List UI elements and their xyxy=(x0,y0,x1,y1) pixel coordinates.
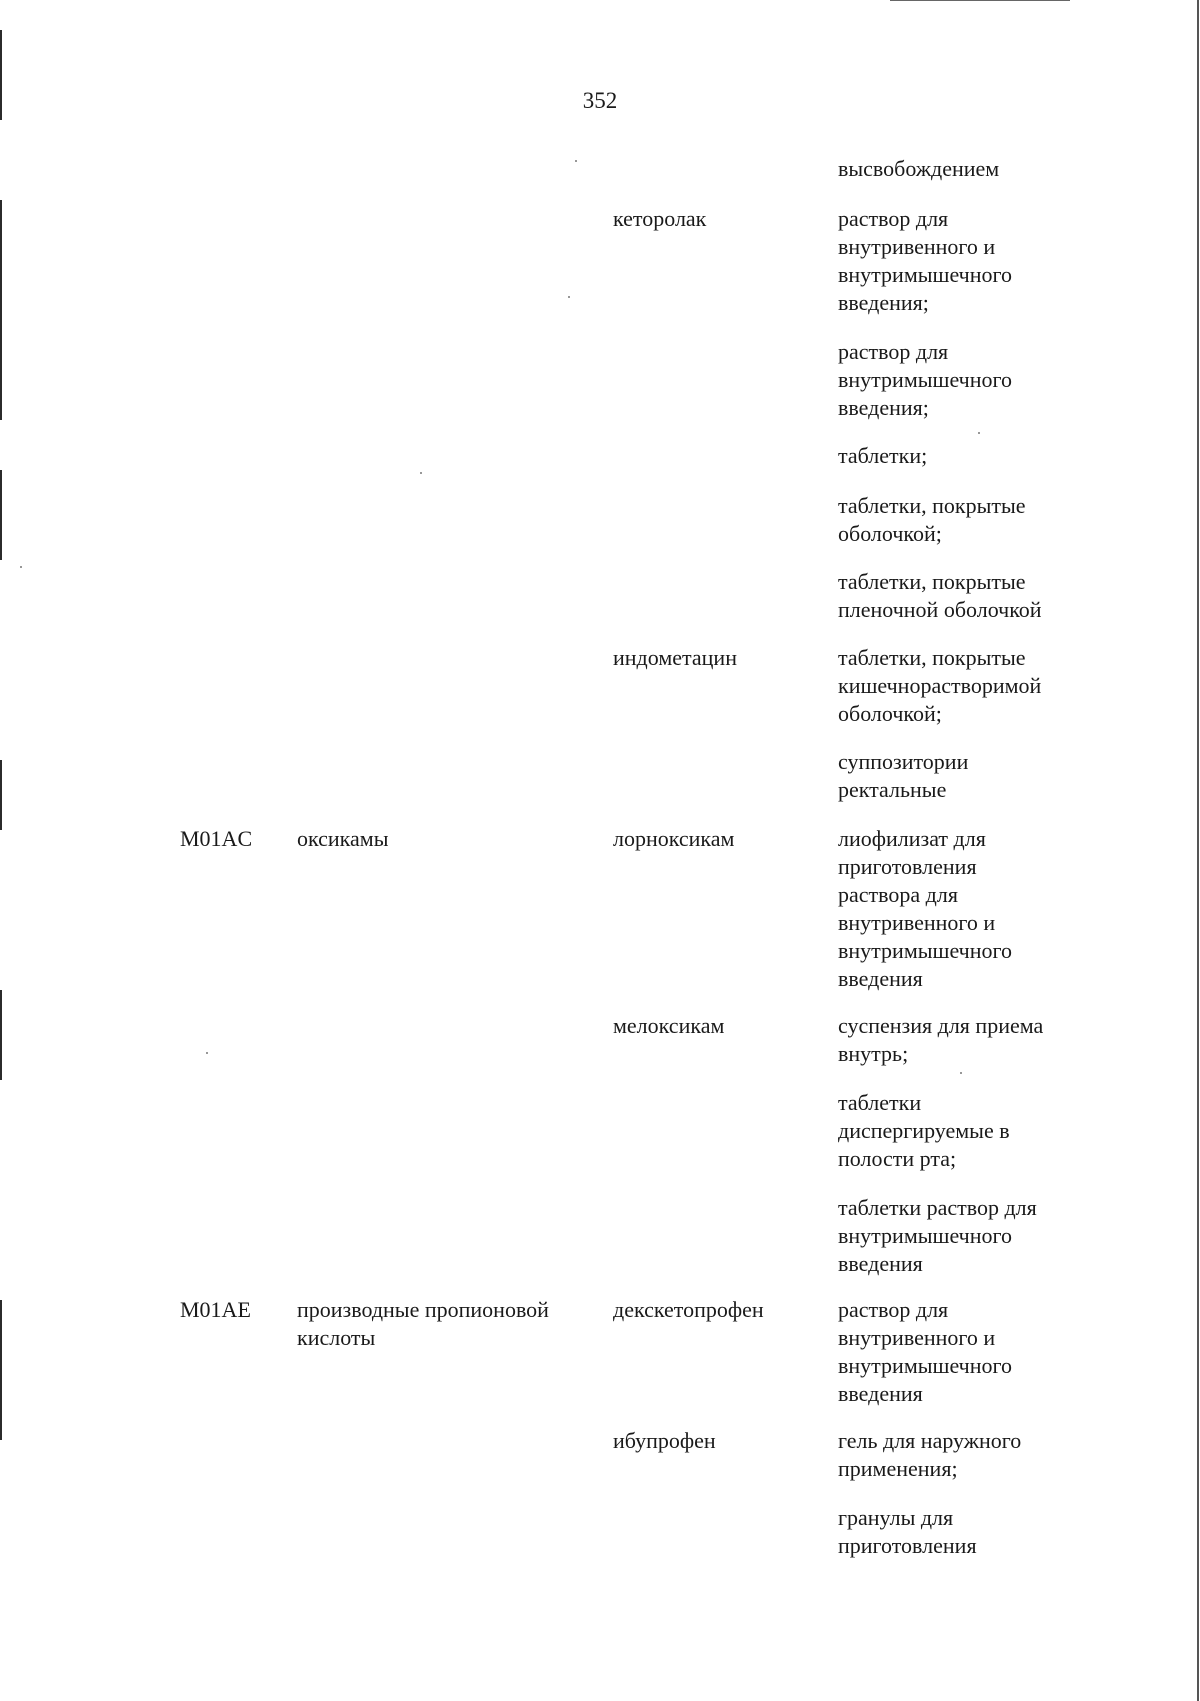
dosage-form: таблетки раствор для внутримышечного введения xyxy=(838,1195,1037,1276)
scan-speck xyxy=(978,432,980,434)
scan-edge-left-top xyxy=(0,30,2,120)
dosage-form: таблетки диспергируемые в полости рта; xyxy=(838,1090,1010,1171)
dosage-form: таблетки, покрытые оболочкой; xyxy=(838,493,1026,546)
dosage-form: раствор для внутривенного и внутримышечного введения xyxy=(838,1297,1012,1406)
dosage-form: высвобождением xyxy=(838,156,1000,181)
dosage-form: таблетки, покрытые кишечнорастворимой оболочкой; xyxy=(838,645,1042,726)
scan-speck xyxy=(20,566,22,568)
drug-group: оксикамы xyxy=(297,826,389,851)
drug-group: производные пропионовой кислоты xyxy=(297,1297,549,1350)
drug-name: лорноксикам xyxy=(613,826,735,851)
dosage-form: раствор для внутривенного и внутримышечного введения; xyxy=(838,206,1012,315)
dosage-form: гранулы для приготовления xyxy=(838,1505,977,1558)
dosage-form: раствор для внутримышечного введения; xyxy=(838,339,1012,420)
scan-edge-left-bottom xyxy=(0,1300,2,1440)
dosage-form: гель для наружного применения; xyxy=(838,1428,1022,1481)
page-number: 352 xyxy=(582,88,618,113)
dosage-form: лиофилизат для приготовления раствора для внутривенного и внутримышечного введения xyxy=(838,826,1012,991)
scan-edge-left-low xyxy=(0,760,2,830)
scan-edge-left-mid xyxy=(0,200,2,420)
atc-code: M01AC xyxy=(180,826,253,851)
drug-name: декскетопрофен xyxy=(613,1297,764,1322)
drug-name: ибупрофен xyxy=(613,1428,716,1453)
atc-code: M01AE xyxy=(180,1297,251,1322)
scan-speck xyxy=(420,472,422,474)
scan-speck xyxy=(206,1052,208,1054)
dosage-form: суспензия для приема внутрь; xyxy=(838,1013,1044,1066)
scan-speck xyxy=(575,160,577,162)
scan-speck xyxy=(960,1072,962,1074)
scan-edge-left-mid2 xyxy=(0,470,2,560)
dosage-form: суппозитории ректальные xyxy=(838,749,969,802)
drug-name: кеторолак xyxy=(613,206,707,231)
scan-speck xyxy=(568,296,570,298)
dosage-form: таблетки; xyxy=(838,443,928,468)
scan-edge-right xyxy=(1197,0,1199,1701)
scan-edge-top xyxy=(890,0,1070,1)
drug-name: индометацин xyxy=(613,645,737,670)
drug-name: мелоксикам xyxy=(613,1013,725,1038)
scan-edge-left-low2 xyxy=(0,990,2,1080)
dosage-form: таблетки, покрытые пленочной оболочкой xyxy=(838,569,1042,622)
